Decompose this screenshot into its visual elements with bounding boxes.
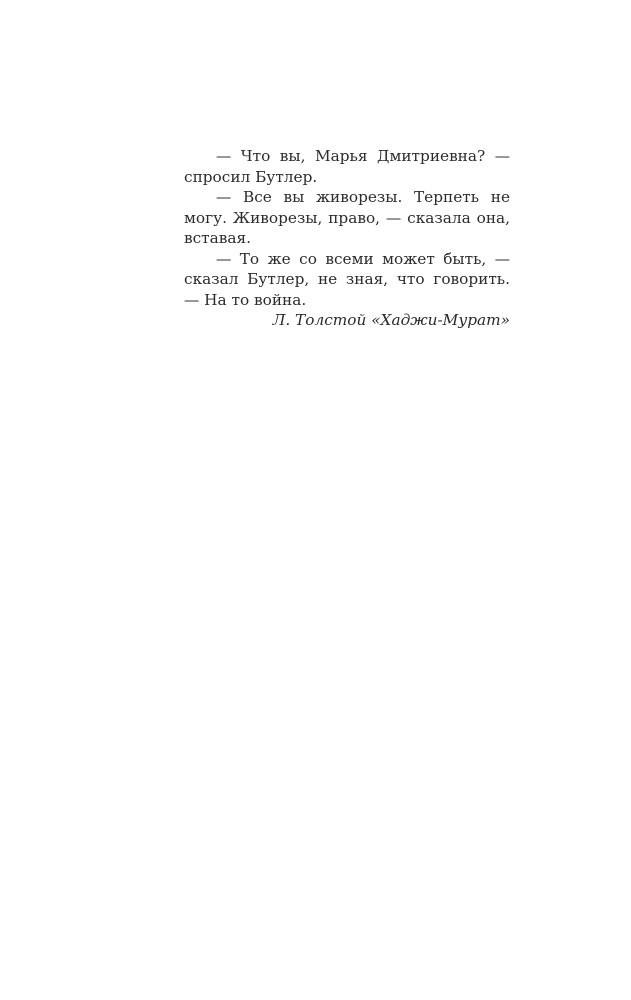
dialogue-paragraph: — Что вы, Марья Дмитриевна? — спросил Бутлер. xyxy=(184,147,510,186)
epigraph-attribution: Л. Толстой «Хаджи-Мурат» xyxy=(272,311,510,329)
epigraph xyxy=(184,146,510,331)
dialogue-paragraph: — То же со всеми может быть, — сказал Бутлер, не зная, что говорить. — На то война. xyxy=(184,249,510,309)
dialogue-paragraph: — Все вы живорезы. Терпеть не могу. Живорезы, право, — сказала она, вставая. xyxy=(184,188,510,247)
